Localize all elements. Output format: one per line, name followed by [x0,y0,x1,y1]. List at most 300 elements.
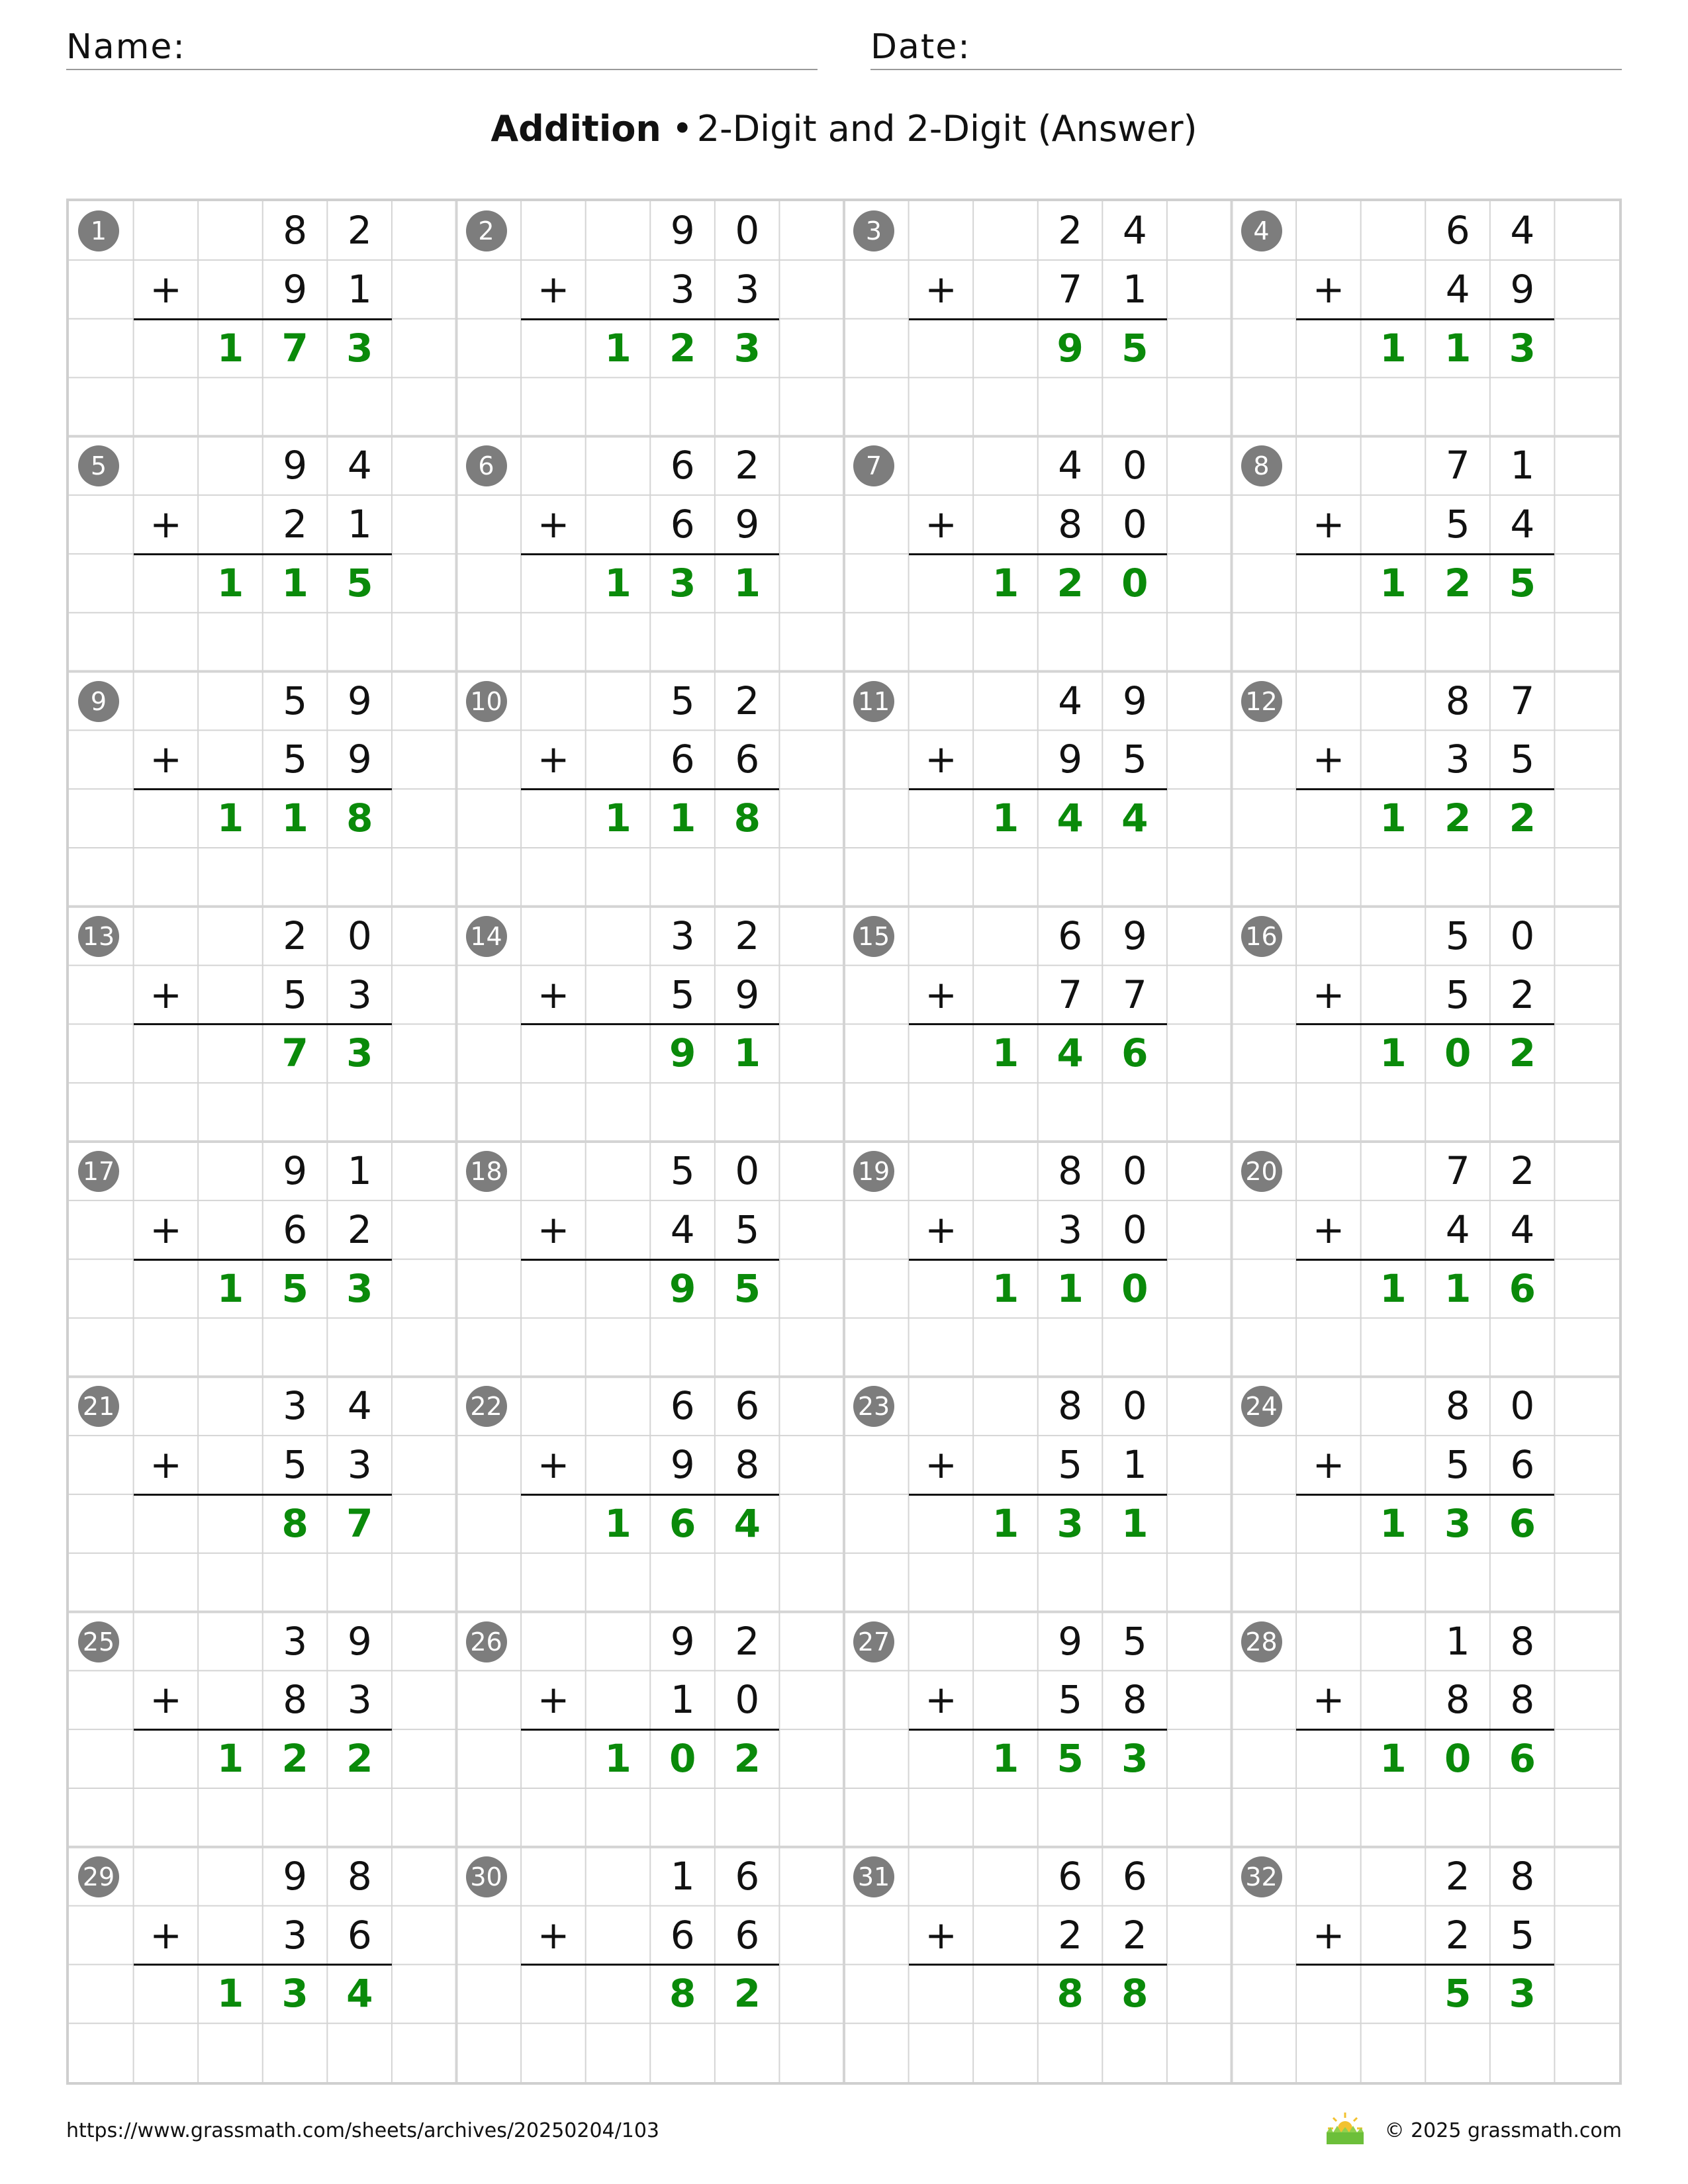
answer-ones: 6 [1509,1736,1536,1782]
sum-rule-line [909,1729,1167,1731]
addend-top-ones: 4 [1510,208,1535,253]
answer-hundreds [973,1964,1038,2023]
problem-10 [457,672,846,907]
addend-bottom-tens: 3 [1445,737,1470,782]
addend-bottom-tens: 5 [283,972,308,1017]
addend-top-tens: 6 [1058,913,1083,958]
answer-hundreds: 1 [992,796,1019,841]
plus-sign: + [537,972,570,1017]
addend-top-tens: 8 [1058,1148,1083,1193]
title-main: Addition [491,108,661,150]
addend-bottom-ones: 8 [735,1442,760,1488]
footer-copyright: © 2025 grassmath.com [1384,2119,1622,2142]
problem-number-badge: 27 [853,1621,894,1662]
problem-number-badge: 19 [853,1151,894,1192]
answer-tens: 8 [1056,1971,1084,2017]
answer-hundreds: 1 [604,1736,632,1782]
addend-bottom-ones: 5 [1510,737,1535,782]
addend-bottom-ones: 5 [735,1206,760,1252]
answer-hundreds [973,319,1038,378]
addend-top-ones: 0 [735,208,760,253]
addend-bottom-tens: 5 [283,1442,308,1488]
answer-tens: 1 [669,796,696,841]
problem-24 [1232,1377,1621,1612]
sum-rule-line [521,1494,779,1496]
addend-bottom-tens: 1 [670,1677,695,1723]
answer-tens: 0 [1444,1030,1472,1076]
plus-sign: + [150,266,182,312]
problem-13 [69,907,458,1142]
problem-number-badge: 29 [78,1856,119,1897]
problem-number-badge: 1 [78,210,119,251]
answer-tens: 3 [669,560,696,606]
sum-rule-line [134,1964,392,1966]
addend-top-ones: 4 [347,443,372,488]
problem-number-badge: 6 [466,445,507,486]
problem-number-badge: 15 [853,916,894,957]
addend-bottom-tens: 4 [670,1206,695,1252]
addend-bottom-ones: 6 [1510,1442,1535,1488]
addend-top-tens: 6 [670,1383,695,1429]
problem-31 [844,1847,1233,2083]
addend-top-tens: 8 [1445,1383,1470,1429]
answer-hundreds: 1 [216,1736,244,1782]
answer-tens: 6 [669,1500,696,1546]
addend-bottom-ones: 1 [347,266,372,312]
sum-rule-line [134,1494,392,1496]
answer-ones: 2 [733,1736,761,1782]
problem-7 [844,436,1233,672]
answer-tens: 1 [1056,1265,1084,1311]
answer-hundreds: 1 [216,1971,244,2017]
plus-sign: + [537,1677,570,1723]
problem-21 [69,1377,458,1612]
addend-top-tens: 7 [1445,1148,1470,1193]
problem-number-badge: 2 [466,210,507,251]
sum-rule-line [521,318,779,320]
answer-tens: 1 [1444,1265,1472,1311]
addend-bottom-tens: 5 [1445,1442,1470,1488]
answer-ones: 1 [733,560,761,606]
addend-bottom-tens: 6 [283,1206,308,1252]
answer-hundreds: 1 [1380,1265,1407,1311]
addend-bottom-tens: 7 [1058,266,1083,312]
answer-ones: 3 [346,1265,373,1311]
problem-19 [844,1142,1233,1377]
addend-top-tens: 3 [670,913,695,958]
addend-bottom-tens: 4 [1445,266,1470,312]
answer-ones: 0 [1121,1265,1149,1311]
addend-top-ones: 8 [347,1853,372,1899]
addend-top-tens: 8 [1445,678,1470,723]
plus-sign: + [1312,972,1345,1017]
answer-tens: 2 [669,325,696,371]
plus-sign: + [537,502,570,547]
addend-bottom-ones: 2 [1122,1912,1147,1958]
sum-rule-line [134,318,392,320]
addend-bottom-ones: 0 [1122,1206,1147,1252]
problem-number-badge: 9 [78,681,119,722]
answer-hundreds: 1 [992,1265,1019,1311]
answer-ones: 5 [733,1265,761,1311]
addend-top-ones: 6 [1122,1853,1147,1899]
answer-tens: 7 [281,1030,308,1076]
addend-top-tens: 1 [670,1853,695,1899]
problem-32 [1232,1847,1621,2083]
answer-tens: 3 [1444,1500,1472,1546]
addend-top-ones: 0 [1122,443,1147,488]
problem-number-badge: 26 [466,1621,507,1662]
addend-top-ones: 2 [1510,1148,1535,1193]
addend-top-ones: 6 [735,1853,760,1899]
problem-number-badge: 18 [466,1151,507,1192]
answer-hundreds [198,1494,263,1553]
plus-sign: + [1312,1206,1345,1252]
addend-top-ones: 1 [1510,443,1535,488]
answer-hundreds: 1 [992,1030,1019,1076]
answer-ones: 3 [346,325,373,371]
answer-tens: 5 [281,1265,308,1311]
title-separator: • [671,108,693,150]
addend-top-tens: 6 [670,443,695,488]
answer-hundreds: 1 [1380,796,1407,841]
addend-bottom-ones: 9 [347,737,372,782]
answer-hundreds: 1 [216,325,244,371]
name-field[interactable] [66,25,818,70]
addend-top-ones: 9 [347,1618,372,1664]
answer-tens: 0 [1444,1736,1472,1782]
plus-sign: + [925,502,957,547]
plus-sign: + [1312,1442,1345,1488]
addend-bottom-tens: 5 [1058,1677,1083,1723]
addend-top-tens: 9 [283,443,308,488]
answer-hundreds [586,1259,651,1318]
sum-rule-line [909,553,1167,555]
addend-top-ones: 9 [1122,678,1147,723]
plus-sign: + [150,502,182,547]
answer-ones: 2 [733,1971,761,2017]
plus-sign: + [537,266,570,312]
addend-bottom-tens: 9 [670,1442,695,1488]
answer-ones: 1 [733,1030,761,1076]
answer-tens: 3 [281,1971,308,2017]
addend-top-ones: 8 [1510,1853,1535,1899]
addend-bottom-tens: 5 [1445,972,1470,1017]
answer-tens: 3 [1056,1500,1084,1546]
answer-ones: 0 [1121,560,1149,606]
sum-rule-line [134,1259,392,1261]
addend-top-tens: 6 [1058,1853,1083,1899]
answer-hundreds: 1 [216,796,244,841]
sum-rule-line [909,1964,1167,1966]
footer-url: https://www.grassmath.com/sheets/archives/20250204/103 [66,2119,660,2142]
plus-sign: + [925,266,957,312]
addend-bottom-tens: 3 [1058,1206,1083,1252]
sum-rule-line [909,318,1167,320]
sum-rule-line [521,788,779,790]
addend-bottom-tens: 8 [1058,502,1083,547]
answer-ones: 6 [1509,1500,1536,1546]
addend-bottom-ones: 7 [1122,972,1147,1017]
addend-top-tens: 4 [1058,443,1083,488]
problem-22 [457,1377,846,1612]
answer-tens: 0 [669,1736,696,1782]
addend-bottom-ones: 8 [1510,1677,1535,1723]
answer-ones: 1 [1121,1500,1149,1546]
problem-20 [1232,1142,1621,1377]
answer-hundreds: 1 [604,1500,632,1546]
answer-tens: 2 [1444,560,1472,606]
problem-number-badge: 13 [78,916,119,957]
answer-tens: 5 [1056,1736,1084,1782]
answer-tens: 9 [669,1265,696,1311]
answer-hundreds: 1 [1380,560,1407,606]
plus-sign: + [925,1677,957,1723]
addend-top-tens: 9 [283,1853,308,1899]
title-subtitle: 2-Digit and 2-Digit (Answer) [696,108,1197,150]
addend-top-tens: 3 [283,1618,308,1664]
answer-ones: 3 [1121,1736,1149,1782]
answer-hundreds [1361,1964,1426,2023]
problem-16 [1232,907,1621,1142]
addend-bottom-tens: 9 [1058,737,1083,782]
addend-bottom-ones: 2 [1510,972,1535,1017]
addend-bottom-tens: 4 [1445,1206,1470,1252]
problem-23 [844,1377,1233,1612]
problem-number-badge: 4 [1241,210,1282,251]
sum-rule-line [1296,1494,1554,1496]
problem-number-badge: 22 [466,1386,507,1427]
addend-top-tens: 4 [1058,678,1083,723]
addend-bottom-ones: 8 [1122,1677,1147,1723]
addend-top-ones: 9 [347,678,372,723]
sum-rule-line [909,788,1167,790]
problem-29 [69,1847,458,2083]
answer-ones: 2 [1509,1030,1536,1076]
problem-number-badge: 8 [1241,445,1282,486]
addend-top-tens: 9 [1058,1618,1083,1664]
addend-top-ones: 0 [1510,1383,1535,1429]
problem-number-badge: 31 [853,1856,894,1897]
addend-top-tens: 7 [1445,443,1470,488]
addend-bottom-ones: 5 [1510,1912,1535,1958]
answer-ones: 3 [346,1030,373,1076]
plus-sign: + [150,1442,182,1488]
plus-sign: + [1312,266,1345,312]
addend-bottom-tens: 8 [1445,1677,1470,1723]
answer-tens: 1 [281,560,308,606]
problem-number-badge: 32 [1241,1856,1282,1897]
addend-bottom-tens: 5 [1445,502,1470,547]
plus-sign: + [150,1206,182,1252]
sum-rule-line [521,1259,779,1261]
answer-ones: 5 [346,560,373,606]
problem-number-badge: 25 [78,1621,119,1662]
problem-4 [1232,201,1621,437]
answer-hundreds: 1 [992,560,1019,606]
problem-number-badge: 3 [853,210,894,251]
problem-26 [457,1612,846,1848]
answer-tens: 8 [669,1971,696,2017]
problem-grid [66,199,1622,2085]
sum-rule-line [134,1729,392,1731]
sum-rule-line [134,553,392,555]
answer-hundreds: 1 [992,1736,1019,1782]
plus-sign: + [537,1442,570,1488]
sum-rule-line [521,553,779,555]
answer-ones: 4 [346,1971,373,2017]
problem-number-badge: 17 [78,1151,119,1192]
date-field[interactable] [870,25,1622,70]
answer-hundreds: 1 [1380,1500,1407,1546]
sum-rule-line [1296,553,1554,555]
addend-bottom-ones: 1 [1122,1442,1147,1488]
addend-bottom-tens: 5 [283,737,308,782]
addend-bottom-tens: 2 [1058,1912,1083,1958]
answer-ones: 5 [1121,325,1149,371]
addend-bottom-ones: 5 [1122,737,1147,782]
answer-hundreds: 1 [216,560,244,606]
addend-bottom-ones: 3 [735,266,760,312]
answer-hundreds [198,1024,263,1083]
answer-ones: 7 [346,1500,373,1546]
plus-sign: + [925,1912,957,1958]
sum-rule-line [1296,788,1554,790]
addend-top-ones: 5 [1122,1618,1147,1664]
problem-number-badge: 30 [466,1856,507,1897]
addend-top-tens: 5 [670,678,695,723]
plus-sign: + [925,972,957,1017]
addend-bottom-ones: 3 [347,1442,372,1488]
addend-top-ones: 6 [735,1383,760,1429]
date-label: Date: [870,27,971,67]
addend-top-ones: 4 [347,1383,372,1429]
addend-top-ones: 2 [347,208,372,253]
problem-number-badge: 7 [853,445,894,486]
plus-sign: + [1312,737,1345,782]
problem-25 [69,1612,458,1848]
addend-top-ones: 2 [735,678,760,723]
addend-top-ones: 0 [1122,1383,1147,1429]
addend-top-ones: 0 [1510,913,1535,958]
answer-tens: 5 [1444,1971,1472,2017]
addend-bottom-ones: 6 [735,737,760,782]
addend-top-ones: 0 [1122,1148,1147,1193]
answer-ones: 3 [1509,1971,1536,2017]
problem-12 [1232,672,1621,907]
problem-number-badge: 23 [853,1386,894,1427]
addend-bottom-tens: 9 [283,266,308,312]
plus-sign: + [1312,502,1345,547]
addend-top-tens: 3 [283,1383,308,1429]
addend-bottom-ones: 6 [347,1912,372,1958]
addend-top-ones: 2 [735,1618,760,1664]
answer-tens: 9 [1056,325,1084,371]
name-label: Name: [66,27,186,67]
plus-sign: + [150,972,182,1017]
addend-top-tens: 6 [1445,208,1470,253]
addend-top-ones: 4 [1122,208,1147,253]
addend-top-ones: 0 [735,1148,760,1193]
answer-hundreds [586,1024,651,1083]
problem-15 [844,907,1233,1142]
problem-28 [1232,1612,1621,1848]
sum-rule-line [1296,1964,1554,1966]
plus-sign: + [925,1442,957,1488]
sum-rule-line [521,1023,779,1025]
sum-rule-line [134,788,392,790]
answer-tens: 8 [281,1500,308,1546]
answer-ones: 5 [1509,560,1536,606]
addend-top-tens: 5 [1445,913,1470,958]
problem-2 [457,201,846,437]
addend-bottom-tens: 3 [670,266,695,312]
addend-bottom-tens: 8 [283,1677,308,1723]
problem-18 [457,1142,846,1377]
answer-ones: 8 [1121,1971,1149,2017]
addend-bottom-tens: 6 [670,737,695,782]
answer-tens: 1 [1444,325,1472,371]
plus-sign: + [1312,1912,1345,1958]
answer-hundreds [586,1964,651,2023]
addend-top-tens: 8 [283,208,308,253]
addend-bottom-ones: 3 [347,972,372,1017]
answer-ones: 4 [1121,796,1149,841]
answer-ones: 3 [1509,325,1536,371]
problem-number-badge: 11 [853,681,894,722]
problem-27 [844,1612,1233,1848]
addend-bottom-ones: 6 [735,1912,760,1958]
problem-number-badge: 5 [78,445,119,486]
answer-hundreds: 1 [1380,1030,1407,1076]
addend-top-tens: 2 [1445,1853,1470,1899]
answer-ones: 4 [733,1500,761,1546]
plus-sign: + [150,1677,182,1723]
addend-top-ones: 7 [1510,678,1535,723]
addend-top-ones: 0 [347,913,372,958]
plus-sign: + [537,737,570,782]
answer-tens: 2 [1056,560,1084,606]
sum-rule-line [909,1023,1167,1025]
grass-sun-logo-icon [1324,2110,1366,2146]
problem-3 [844,201,1233,437]
addend-top-tens: 9 [670,1618,695,1664]
addend-bottom-tens: 5 [1058,1442,1083,1488]
answer-hundreds: 1 [604,325,632,371]
addend-top-tens: 9 [670,208,695,253]
problem-number-badge: 20 [1241,1151,1282,1192]
answer-hundreds: 1 [604,796,632,841]
addend-bottom-ones: 2 [347,1206,372,1252]
sum-rule-line [1296,1259,1554,1261]
answer-ones: 2 [346,1736,373,1782]
addend-bottom-ones: 4 [1510,1206,1535,1252]
addend-top-ones: 1 [347,1148,372,1193]
addend-bottom-ones: 3 [347,1677,372,1723]
addend-bottom-tens: 2 [1445,1912,1470,1958]
addend-top-tens: 1 [1445,1618,1470,1664]
sum-rule-line [521,1729,779,1731]
addend-bottom-ones: 9 [735,972,760,1017]
addend-top-tens: 5 [283,678,308,723]
problem-5 [69,436,458,672]
addend-top-tens: 8 [1058,1383,1083,1429]
addend-bottom-tens: 6 [670,1912,695,1958]
sum-rule-line [909,1259,1167,1261]
problem-number-badge: 14 [466,916,507,957]
answer-hundreds: 1 [604,560,632,606]
sum-rule-line [909,1494,1167,1496]
